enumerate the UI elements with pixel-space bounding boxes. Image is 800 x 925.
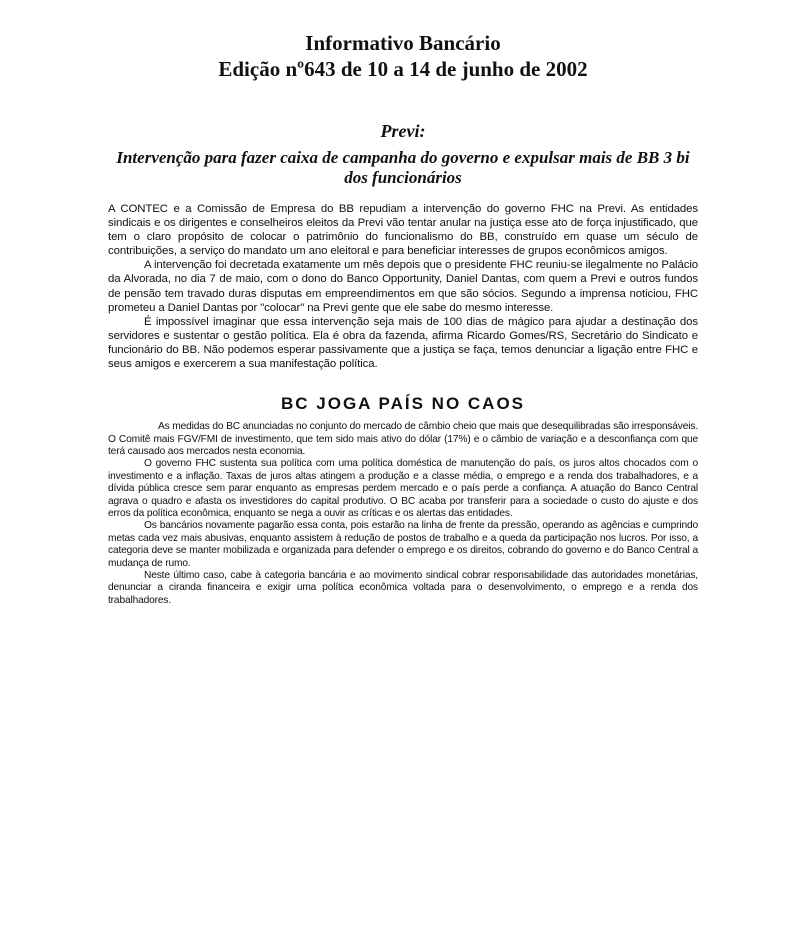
section-bc-title: BC JOGA PAÍS NO CAOS — [280, 394, 526, 414]
section-headline: Intervenção para fazer caixa de campanha do governo e expulsar mais de BB 3 bi dos funcionários — [116, 148, 690, 187]
paragraph: Neste último caso, cabe à categoria bancária e ao movimento sindical cobrar responsabilidade das autoridades monetárias, denunciar a ciranda financeira e exigir uma política econômica voltada para o desenvolvimento, o emprego e a renda dos trabalhadores. — [108, 570, 698, 606]
document-page — [108, 30, 698, 607]
paragraph: O governo FHC sustenta sua política com uma política doméstica de manutenção do país, os juros altos chocados com o investimento e a inflação. Taxas de juros altas atingem a produção e a classe média, o emprego e a renda dos trabalhadores, e a dívida pública cresce sem parar enquanto as empresas perdem mercado e o país perde a confiança. A atuação do Banco Central agrava o quadro e afasta os investidores do capital produtivo. O BC acaba por transferir para a sociedade o custo do ajuste e dos erros da política econômica, enquanto se nega a ouvir as críticas e os alertas das entidades. — [108, 458, 698, 519]
section-previ-header — [108, 120, 698, 188]
section-bc-body — [108, 421, 698, 607]
masthead — [108, 30, 698, 82]
paragraph: É impossível imaginar que essa intervenção seja mais de 100 dias de mágico para ajudar a destinação dos servidores e sustentar o gestão política. Ela é obra da fazenda, afirma Ricardo Gomes/RS, Secretário do Sindicato e funcionário do BB. Não podemos esperar passivamente que a justiça se faça, temos denunciar a ligação entre FHC e seus amigos e exercerem a sua manifestação política. — [108, 315, 698, 371]
paragraph: As medidas do BC anunciadas no conjunto do mercado de câmbio cheio que mais que desequilibradas são irresponsáveis. O Comitê mais FGV/FMI de investimento, que tem sido mais ativo do dólar (17%) e o câmbio de variação e a desconfiança com que terá causado aos mercados nesta economia. — [108, 421, 699, 457]
section-previ-body — [108, 202, 698, 371]
paragraph: A CONTEC e a Comissão de Empresa do BB repudiam a intervenção do governo FHC na Previ. As entidades sindicais e os dirigentes e conselheiros eleitos da Previ vão tentar anular na justiça esse ato de força injustificado, que tem o claro propósito de colocar o patrimônio do funcionalismo do BB, construído em quase um século de contribuições, a serviço do mandato um ano eleitoral e para beneficiar interesses de grupos econômicos amigos. — [108, 203, 698, 258]
masthead-edition: Edição nº643 de 10 a 14 de junho de 2002 — [218, 57, 588, 81]
paragraph: A intervenção foi decretada exatamente um mês depois que o presidente FHC reuniu-se ilegalmente no Palácio da Alvorada, no dia 7 de maio, com o dono do Banco Opportunity, Daniel Dantas, com quem a Previ e outros fundos de pensão tem travado duras disputas em empreendimentos em que são sócios. Segundo a imprensa noticiou, FHC prometeu a Daniel Dantas por "colocar" na Previ gente que ele sabe do mesmo interesse. — [108, 259, 698, 314]
section-kicker: Previ: — [380, 121, 426, 141]
paragraph: Os bancários novamente pagarão essa conta, pois estarão na linha de frente da pressão, operando as agências e cumprindo metas cada vez mais abusivas, enquanto assistem à redução de postos de trabalho e a queda da participação nos lucros. Por isso, a categoria deve se manter mobilizada e organizada para defender o emprego e os direitos, cobrando do governo e do Banco Central a mudança de rumo. — [108, 520, 698, 569]
masthead-title: Informativo Bancário — [305, 31, 501, 55]
